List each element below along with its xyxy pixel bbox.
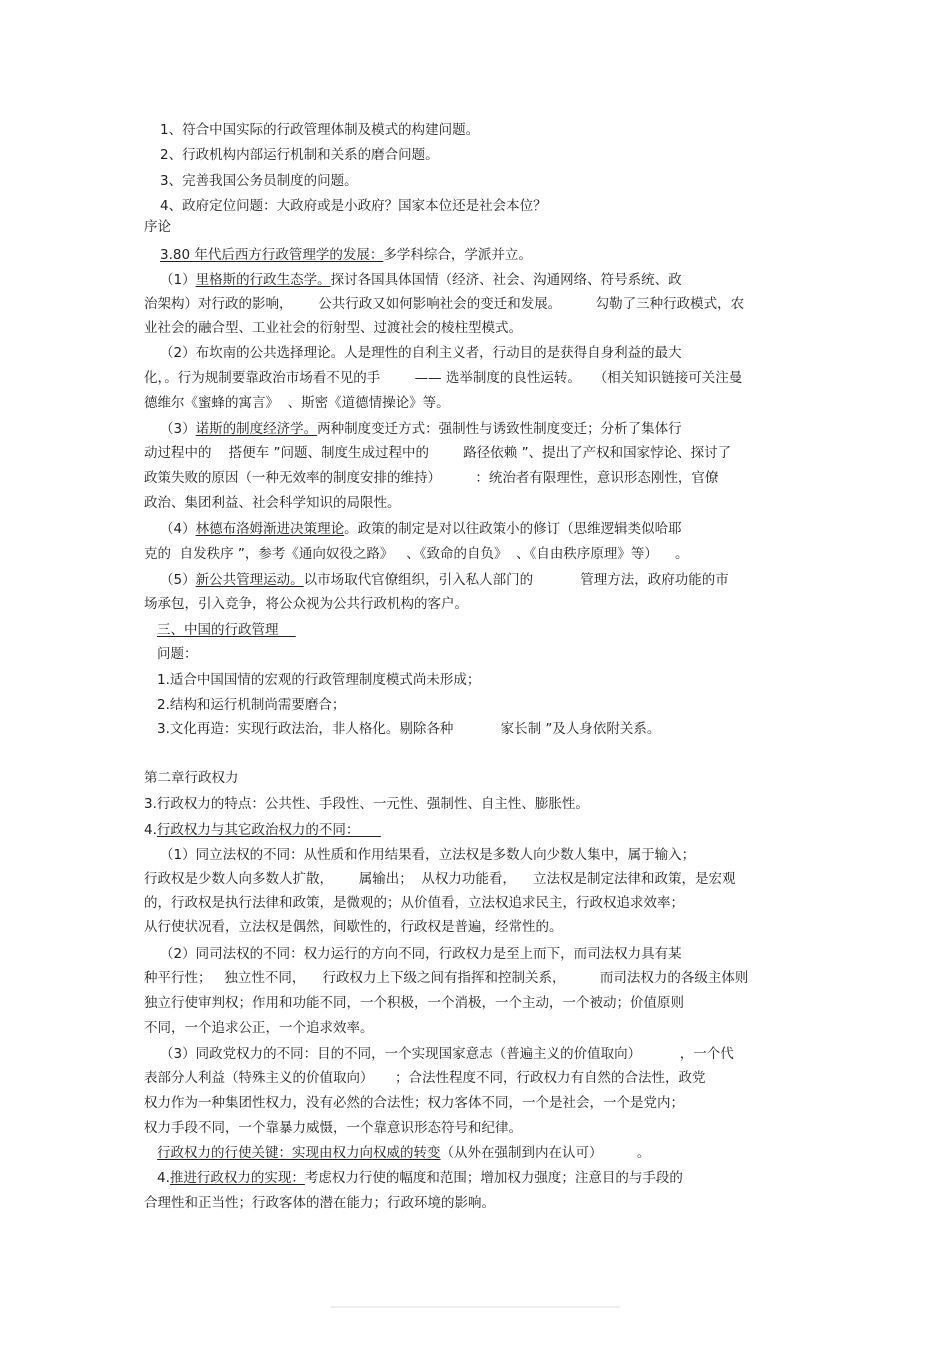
text-run: （2）布坎南的公共选择理论。人是理性的自利主义者，行动目的是获得自身利益的最大 [160,345,682,361]
text-run: （4） [160,521,196,537]
text-line [144,871,736,887]
text-line [160,247,532,263]
text-run: （3） [160,421,196,437]
text-line [144,219,171,235]
text-line [157,672,480,688]
text-line [144,546,689,562]
text-run: （1）同立法权的不同：从性质和作用结果看，立法权是多数人向少数人集中，属于输入； [160,847,696,863]
text-run: 场承包，引入竞争，将公众视为公共行政机构的客户。 [144,596,468,612]
text-run: 4. [144,822,157,838]
text-line [144,395,450,411]
text-run: 4. [157,1170,170,1186]
text-run: 独立行使审判权；作用和功能不同，一个积极，一个消极，一个主动，一个被动；价值原则 [144,995,684,1011]
text-run: （1） [160,272,196,288]
text-run: 业社会的融合型、工业社会的衍射型、过渡社会的棱柱型模式。 [144,320,522,336]
text-run: 两种制度变迁方式：强制性与诱致性制度变迁；分析了集体行 [317,421,682,437]
text-line [160,1046,734,1062]
text-run: （2）同司法权的不同：权力运行的方向不同，行政权力是至上而下，而司法权力具有某 [160,946,682,962]
text-line [157,1170,683,1186]
text-line [157,721,660,737]
text-run: 种平行性； 独立性不同， 行政权力上下级之间有指挥和控制关系， 而司法权力的各级主体则 [144,970,749,986]
underlined-heading: 诺斯的制度经济学。 [195,421,318,437]
text-line [144,1195,495,1211]
text-line [160,421,682,437]
text-run: 表部分人利益（特殊主义的价值取向） ；合法性程度不同，行政权力有自然的合法性，政党 [144,1070,706,1086]
text-line [144,919,563,935]
text-run: 化，。行为规制要靠政治市场看不见的手 —— 选举制度的良性运转。 （相关知识链接可关注曼 [144,370,743,386]
text-line [144,596,468,612]
text-run: 多学科综合，学派并立。 [383,247,532,263]
underlined-heading: 行政权力与其它政治权力的不同： [156,822,381,838]
text-line [144,1095,684,1111]
underlined-heading: 三、中国的行政管理 [157,622,296,638]
text-run: 问题： [157,646,198,662]
text-line [144,495,401,511]
text-run: 考虑权力行使的幅度和范围；增加权力强度；注意目的与手段的 [304,1170,683,1186]
text-run: 治架构）对行政的影响， 公共行政又如何影响社会的变迁和发展。 勾勒了三种行政模式，农 [144,296,745,312]
text-line [144,470,718,486]
text-run: 3、完善我国公务员制度的问题。 [160,173,358,189]
text-line [160,345,682,361]
text-line [144,770,239,786]
text-run: 。政策的制定是对以往政策小的修订（思维逻辑类似哈耶 [344,521,682,537]
underlined-heading: 林德布洛姆渐进决策理论 [195,521,345,537]
text-line [157,1145,650,1161]
text-line [157,646,198,662]
underlined-heading: 里格斯的行政生态学。 [195,272,331,288]
text-run: 动过程中的 搭便车 ”问题、制度生成过程中的 路径依赖 ”、提出了产权和国家悖论、探讨了 [144,445,732,461]
text-line [157,622,296,638]
text-run: 1、符合中国实际的行政管理体制及模式的构建问题。 [160,122,480,138]
text-run: 探讨各国具体国情（经济、社会、沟通网络、符号系统、政 [330,272,682,288]
text-line [144,1070,705,1086]
text-run: 1.适合中国国情的宏观的行政管理制度模式尚未形成； [157,672,481,688]
text-run: 2、行政机构内部运行机制和关系的磨合问题。 [160,147,439,163]
text-line [160,847,695,863]
text-line [144,1120,522,1136]
text-line [160,572,729,588]
text-run: 的，行政权是执行法律和政策，是微观的；从价值看，立法权追求民主，行政权追求效率； [144,895,684,911]
scan-artifact [330,1306,620,1308]
text-run: 序论 [144,219,171,235]
text-line [144,970,748,986]
underlined-heading: 推进行政权力的实现： [169,1170,305,1186]
text-run: 合理性和正当性；行政客体的潜在能力；行政环境的影响。 [144,1195,495,1211]
text-line [144,822,381,838]
text-line [160,272,682,288]
text-run: 政策失败的原因（一种无效率的制度安排的维持） ：统治者有限理性，意识形态刚性，官僚 [144,470,719,486]
text-run: 德维尔《蜜蜂的寓言》 、斯密《道德情操论》等。 [144,395,450,411]
underlined-heading: 行政权力的行使关键：实现由权力向权威的转变 [157,1145,441,1161]
text-run: （3）同政党权力的不同：目的不同，一个实现国家意志（普遍主义的价值取向） ，一个代 [160,1046,734,1062]
text-run: 3.文化再造：实现行政法治，非人格化。剔除各种 家长制 ”及人身依附关系。 [157,721,661,737]
text-run: 从行使状况看，立法权是偶然，间歇性的，行政权是普遍，经常性的。 [144,919,563,935]
text-line [144,1020,374,1036]
text-run: 政治、集团利益、社会科学知识的局限性。 [144,495,401,511]
text-line [144,320,522,336]
text-line [144,370,742,386]
text-line [144,995,684,1011]
text-run: 不同，一个追求公正，一个追求效率。 [144,1020,374,1036]
text-line [160,521,682,537]
text-line [160,173,358,189]
text-run: 权力作为一种集团性权力，没有必然的合法性；权力客体不同，一个是社会，一个是党内； [144,1095,684,1111]
text-run: 2.结构和运行机制尚需要磨合； [157,697,346,713]
text-run: 4、政府定位问题：大政府或是小政府？国家本位还是社会本位？ [160,198,547,214]
text-line [157,697,345,713]
text-line [144,296,744,312]
text-line [160,946,682,962]
text-run: 权力手段不同，一个靠暴力威慑，一个靠意识形态符号和纪律。 [144,1120,522,1136]
text-line [160,198,547,214]
text-run: （5） [160,572,196,588]
text-run: （从外在强制到内在认可） 。 [440,1145,651,1161]
text-run: 行政权是少数人向多数人扩散， 属输出； 从权力功能看， 立法权是制定法律和政策，是宏观 [144,871,736,887]
text-line [144,796,589,812]
text-run: 3.行政权力的特点：公共性、手段性、一元性、强制性、自主性、膨胀性。 [144,796,589,812]
text-line [160,147,439,163]
text-run: 第二章行政权力 [144,770,239,786]
underlined-heading: 3.80 年代后西方行政管理学的发展： [160,247,384,263]
text-line [144,445,731,461]
text-run: 以市场取代官僚组织，引入私人部门的 管理方法，政府功能的市 [303,572,729,588]
text-line [160,122,479,138]
underlined-heading: 新公共管理运动。 [195,572,304,588]
text-line [144,895,684,911]
text-run: 克的 自发秩序 ”，参考《通向奴役之路》 、《致命的自负》 、《自由秩序原理》等） 。 [144,546,689,562]
